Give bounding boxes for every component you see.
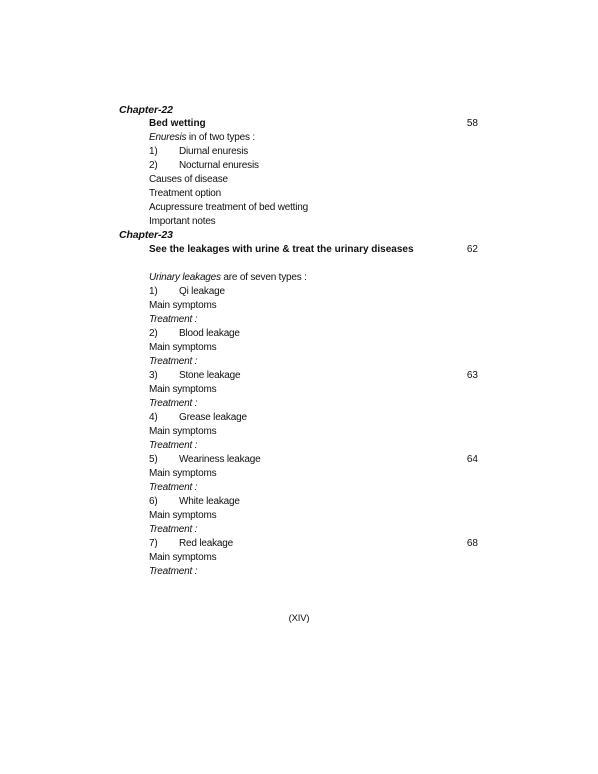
symptoms-line: Main symptoms [149, 468, 217, 479]
page-number-footer: (XIV) [288, 613, 310, 624]
treatment-line: Treatment : [149, 398, 198, 409]
chapter-23-heading: See the leakages with urine & treat the urinary diseases [149, 244, 414, 255]
chapter-22-heading: Bed wetting [149, 118, 206, 129]
list-item-number: 4) [149, 412, 158, 423]
list-item [149, 412, 349, 424]
list-item [149, 160, 349, 172]
chapter-22-label: Chapter-22 [119, 104, 173, 116]
toc-line: Causes of disease [149, 174, 228, 185]
list-item-number: 2) [149, 160, 158, 171]
chapter-22-intro-term: Enuresis [149, 132, 187, 143]
toc-line: Important notes [149, 216, 216, 227]
leakage-3-page: 63 [466, 370, 478, 381]
treatment-line: Treatment : [149, 482, 198, 493]
chapter-22-intro-rest: in of two types : [186, 132, 255, 143]
list-item [149, 370, 349, 382]
treatment-line: Treatment : [149, 356, 198, 367]
list-item-text: White leakage [179, 496, 240, 507]
chapter-22-intro [149, 132, 255, 144]
chapter-23-intro-term: Urinary leakages [149, 272, 221, 283]
treatment-line: Treatment : [149, 524, 198, 535]
symptoms-line: Main symptoms [149, 552, 217, 563]
treatment-line: Treatment : [149, 440, 198, 451]
list-item [149, 146, 349, 158]
list-item-number: 1) [149, 146, 158, 157]
chapter-23-intro-rest: are of seven types : [220, 272, 307, 283]
list-item-text: Grease leakage [179, 412, 247, 423]
list-item-text: Qi leakage [179, 286, 225, 297]
list-item-number: 2) [149, 328, 158, 339]
list-item [149, 496, 349, 508]
list-item-text: Diurnal enuresis [179, 146, 249, 157]
leakage-5-page: 64 [466, 454, 478, 465]
treatment-line: Treatment : [149, 566, 198, 577]
list-item [149, 454, 349, 466]
symptoms-line: Main symptoms [149, 384, 217, 395]
list-item-number: 1) [149, 286, 158, 297]
list-item-number: 3) [149, 370, 158, 381]
leakage-7-page: 68 [466, 538, 478, 549]
toc-line: Treatment option [149, 188, 222, 199]
chapter-23-intro [149, 272, 307, 284]
list-item-text: Stone leakage [179, 370, 241, 381]
chapter-22-heading-page: 58 [466, 118, 478, 129]
list-item [149, 538, 349, 550]
list-item-text: Nocturnal enuresis [179, 160, 259, 171]
list-item-number: 6) [149, 496, 158, 507]
list-item-text: Weariness leakage [179, 454, 261, 465]
list-item-text: Blood leakage [179, 328, 240, 339]
list-item-text: Red leakage [179, 538, 233, 549]
symptoms-line: Main symptoms [149, 426, 217, 437]
chapter-23-label: Chapter-23 [119, 229, 173, 241]
symptoms-line: Main symptoms [149, 510, 217, 521]
symptoms-line: Main symptoms [149, 300, 217, 311]
chapter-23-heading-page: 62 [466, 244, 478, 255]
treatment-line: Treatment : [149, 314, 198, 325]
list-item-number: 5) [149, 454, 158, 465]
list-item [149, 286, 349, 298]
list-item-number: 7) [149, 538, 158, 549]
toc-line: Acupressure treatment of bed wetting [149, 202, 309, 213]
list-item [149, 328, 349, 340]
symptoms-line: Main symptoms [149, 342, 217, 353]
